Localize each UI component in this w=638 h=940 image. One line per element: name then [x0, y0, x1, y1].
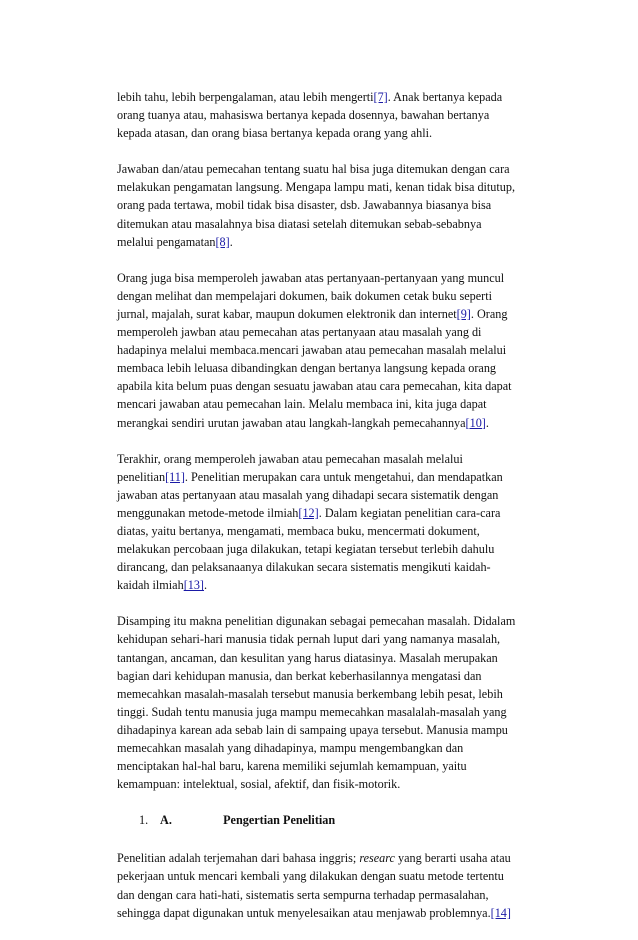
- text-run: dihadapinya karean ada sebab lain di sampaing upaya tersebut. Manusia mampu: [117, 722, 508, 737]
- footnote-link[interactable]: [13]: [183, 578, 204, 593]
- text-line: [117, 739, 543, 757]
- text-run: jurnal, majalah, surat kabar, maupun dokumen elektronik dan internet: [117, 306, 457, 321]
- text-run: ditemukan atau masalahnya bisa diatasi setelah ditemukan sebab-sebabnya: [117, 216, 482, 231]
- text-run: .: [229, 234, 233, 249]
- text-line: [117, 486, 543, 504]
- paragraph: [117, 160, 543, 250]
- heading-letter: A.: [160, 813, 172, 828]
- text-run: membaca lebih leluasa dibandingkan dengan bertanya langsung kepada orang: [117, 361, 497, 376]
- footnote-link[interactable]: [8]: [215, 234, 230, 249]
- text-line: [117, 522, 543, 540]
- text-line: [117, 341, 543, 359]
- text-line: [117, 323, 543, 341]
- text-run: Jawaban dan/atau pemecahan tentang suatu hal bisa juga ditemukan dengan cara: [117, 162, 510, 177]
- text-run: dengan melihat dan mempelajari dokumen, baik dokumen cetak buku seperti: [117, 288, 492, 303]
- footnote-link[interactable]: [9]: [456, 306, 471, 321]
- text-run: jawaban atas pertanyaan atau masalah yang dihadapi secara sistematik dengan: [117, 487, 499, 502]
- text-line: [117, 124, 543, 142]
- text-line: [117, 540, 543, 558]
- text-line: [117, 667, 543, 685]
- text-run: melalui pengamatan: [117, 234, 216, 249]
- paragraph: [117, 88, 543, 142]
- paragraph: [117, 612, 543, 793]
- text-line: [117, 775, 543, 793]
- text-run: tinggi. Sudah tentu manusia juga mampu memecahkan masalalah-masalah yang: [117, 704, 507, 719]
- document-page: [117, 88, 543, 940]
- text-line: [117, 269, 543, 287]
- text-run: . Orang: [470, 306, 508, 321]
- heading-title: Pengertian Penelitian: [223, 813, 336, 828]
- text-run: kemampuan: intelektual, sosial, afektif, dan fisik-motorik.: [117, 777, 401, 792]
- text-line: [117, 886, 543, 904]
- text-line: [117, 612, 543, 630]
- text-run: lebih tahu, lebih berpengalaman, atau lebih mengerti: [117, 90, 374, 104]
- text-run: merangkai sendiri urutan jawaban atau langkah-langkah pemecahannya: [117, 415, 466, 430]
- text-line: [117, 359, 543, 377]
- text-line: [117, 867, 543, 885]
- text-run: Terakhir, orang memperoleh jawaban atau pemecahan masalah melalui: [117, 451, 463, 466]
- text-run: kepada atasan, dan orang biasa bertanya kepada orang yang ahli.: [117, 126, 433, 141]
- text-line: [117, 450, 543, 468]
- text-run: melakukan pengamatan langsung. Mengapa lampu mati, kenan tidak bisa ditutup,: [117, 180, 516, 195]
- text-run: orang tuanya atau, mahasiswa bertanya kepada dosennya, bawahan bertanya: [117, 108, 490, 123]
- text-run: memperoleh jawban atau pemecahan atas pertanyaan atau masalah yang di: [117, 325, 482, 340]
- text-line: [117, 106, 543, 124]
- body-text: [117, 88, 543, 793]
- text-run: Orang juga bisa memperoleh jawaban atas pertanyaan-pertanyaan yang muncul: [117, 270, 505, 285]
- text-line: [117, 849, 543, 867]
- text-line: [117, 287, 543, 305]
- text-line: [117, 377, 543, 395]
- text-run: tantangan, ancaman, dan kesulitan yang harus diatasinya. Masalah merupakan: [117, 650, 498, 665]
- text-run: orang pada tertawa, mobil tidak bisa disaster, dsb. Jawabannya biasanya bisa: [117, 198, 492, 213]
- section-heading: [139, 811, 543, 829]
- text-run: kehidupan sehari-hari manusia tidak pernah luput dari yang namanya masalah,: [117, 632, 501, 647]
- text-run: Disamping itu makna penelitian digunakan sebagai pemecahan masalah. Didalam: [117, 614, 516, 629]
- text-line: [117, 88, 543, 106]
- text-run: yang berarti usaha atau: [394, 851, 511, 866]
- text-run: menciptakan hal-hal baru, karena memiliki sejumlah kemampuan, yaitu: [117, 759, 467, 774]
- paragraph: [117, 849, 543, 921]
- text-line: [117, 160, 543, 178]
- text-line: [117, 305, 543, 323]
- text-line: [117, 649, 543, 667]
- text-run: hadapinya melalui membaca.mencari jawaban atau pemecahan masalah melalui: [117, 343, 507, 358]
- footnote-link[interactable]: [11]: [165, 469, 185, 484]
- text-run: penelitian: [117, 469, 166, 484]
- text-run: .: [204, 578, 208, 593]
- text-line: [117, 233, 543, 251]
- footnote-link[interactable]: [14]: [490, 905, 511, 920]
- text-run: pekerjaan untuk mencari kembali yang dilakukan dengan suatu metode tertentu: [117, 869, 504, 884]
- definition-paragraph: [117, 849, 543, 921]
- text-run: mencari jawaban atau pemecahan lain. Melalu membaca ini, kita juga dapat: [117, 397, 487, 412]
- text-line: [117, 414, 543, 432]
- text-line: [117, 215, 543, 233]
- italic-term: researc: [359, 851, 395, 866]
- text-run: bagian dari kehidupan manusia, dan berkat keberhasilannya mengatasi dan: [117, 668, 482, 683]
- footnote-link[interactable]: [10]: [465, 415, 486, 430]
- text-line: [117, 558, 543, 576]
- text-line: [117, 757, 543, 775]
- text-run: memecahkan masalah-masalah tersebut manusia berkembang lebih pesat, lebih: [117, 686, 503, 701]
- text-run: melakukan percobaan juga dilakukan, tetapi kegiatan tersebut terlebih dahulu: [117, 542, 495, 557]
- text-run: diatas, yaitu bertanya, mengamati, membaca buku, mencermati dokument,: [117, 523, 480, 538]
- text-run: dirancang, dan pelaksanaanya dilakukan secara sistematis mengikuti kaidah-: [117, 560, 491, 575]
- text-line: [117, 395, 543, 413]
- text-run: memecahkan masalah yang dihadapinya, mampu mengembangkan dan: [117, 741, 464, 755]
- text-run: Penelitian adalah terjemahan dari bahasa inggris;: [117, 851, 360, 866]
- text-run: .: [485, 415, 489, 430]
- footnote-link[interactable]: [12]: [298, 505, 319, 520]
- paragraph: [117, 450, 543, 595]
- text-run: . Penelitian merupakan cara untuk mengetahui, dan mendapatkan: [184, 469, 503, 484]
- text-line: [117, 721, 543, 739]
- text-line: [117, 904, 543, 922]
- text-run: sehingga dapat digunakan untuk menyelesaikan atau menjawab problemnya.: [117, 905, 491, 920]
- text-line: [117, 685, 543, 703]
- text-run: . Anak bertanya kepada: [387, 90, 503, 104]
- text-run: . Dalam kegiatan penelitian cara-cara: [318, 505, 501, 520]
- text-line: [117, 178, 543, 196]
- footnote-link[interactable]: [7]: [373, 90, 388, 104]
- text-run: kaidah ilmiah: [117, 578, 184, 593]
- text-run: apabila kita belum puas dengan sesuatu jawaban atau cara pemecahan, kita dapat: [117, 379, 512, 394]
- text-line: [117, 196, 543, 214]
- text-line: [117, 703, 543, 721]
- heading-number: 1.: [139, 813, 149, 828]
- text-line: [117, 630, 543, 648]
- paragraph: [117, 269, 543, 432]
- text-line: [117, 576, 543, 594]
- text-run: dan dengan cara hati-hati, sistematis serta sempurna terhadap permasalahan,: [117, 887, 489, 902]
- text-line: [117, 504, 543, 522]
- text-line: [117, 468, 543, 486]
- text-run: menggunakan metode-metode ilmiah: [117, 505, 299, 520]
